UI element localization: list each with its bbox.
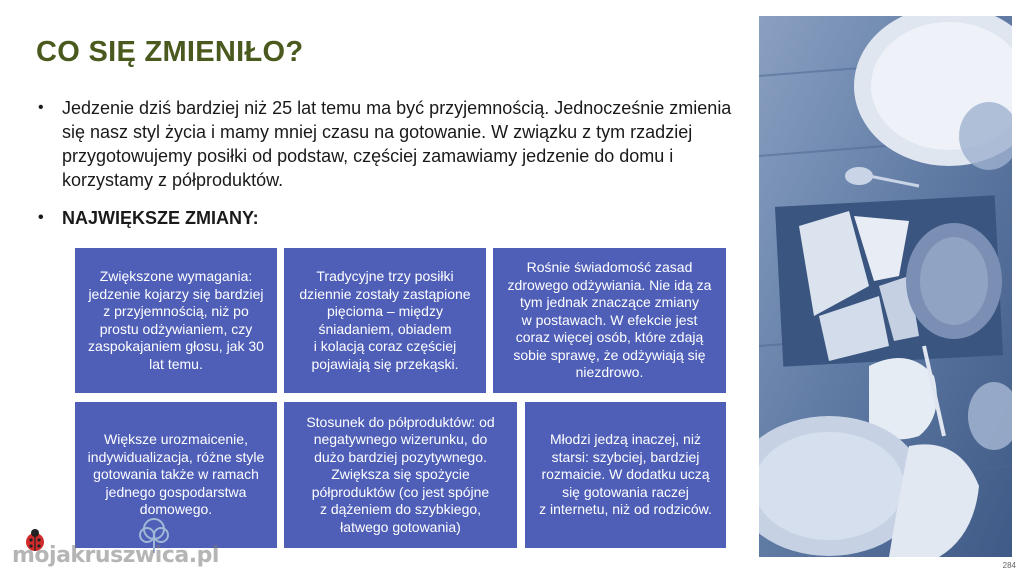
box-text: Większe urozmaicenie, indywidualizacja, różne style gotowania także w ramach jednego gospodarstwa domowego. — [87, 431, 265, 518]
watermark-text: mojakruszwica.pl — [12, 543, 219, 568]
box-text: Tradycyjne trzy posiłki dziennie zostały zastąpione pięcioma – między śniadaniem, obiadem i kolacją coraz częściej pojawiają się przekąski. — [299, 268, 471, 372]
bullet-list — [36, 96, 736, 230]
slide-title: CO SIĘ ZMIENIŁO? — [36, 36, 304, 68]
box-text: Zwiększone wymagania: jedzenie kojarzy się bardziej z przyjemnością, niż po prostu odżywianiem, czy zaspokajaniem głosu, jak 30 lat temu. — [88, 268, 264, 372]
food-table-photo-illustration — [759, 16, 1012, 557]
box-text: Młodzi jedzą inaczej, niż starsi: szybciej, bardziej rozmaicie. W dodatku uczą się gotowania raczej z internetu, niż od rodziców. — [539, 431, 712, 518]
box-text: Stosunek do półproduktów: od negatywnego wizerunku, do dużo bardziej pozytywnego. Zwiększa się spożycie półproduktów (co jest spójne z dążeniem do szybkiego, łatwego gotowania) — [306, 413, 495, 535]
bullet-heading: NAJWIĘKSZE ZMIANY: — [62, 208, 259, 228]
change-box-2 — [284, 248, 486, 393]
bullet-item — [36, 96, 736, 192]
page-number: 284 — [1002, 561, 1016, 570]
bullet-marker: • — [38, 99, 44, 116]
bullet-marker: • — [38, 209, 44, 226]
bullet-item — [36, 206, 736, 230]
change-box-5 — [284, 402, 517, 548]
food-table-photo — [759, 16, 1012, 557]
change-box-4 — [75, 402, 277, 548]
bullet-text: Jedzenie dziś bardziej niż 25 lat temu ma być przyjemnością. Jednocześnie zmienia się nasz styl życia i mamy mniej czasu na gotowanie. W związku z tym rzadziej przygotowujemy posiłki od podstaw, częściej zamawiamy jedzenie do domu i korzystamy z półproduktów. — [62, 98, 732, 190]
change-box-3 — [493, 248, 726, 393]
box-text: Rośnie świadomość zasad zdrowego odżywiania. Nie idą za tym jednak znaczące zmiany w postawach. W efekcie jest coraz więcej osób, które zdają sobie sprawę, że odżywiają się niezdrowo. — [507, 259, 712, 381]
change-box-6 — [525, 402, 726, 548]
watermark — [4, 537, 234, 569]
change-box-1 — [75, 248, 277, 393]
